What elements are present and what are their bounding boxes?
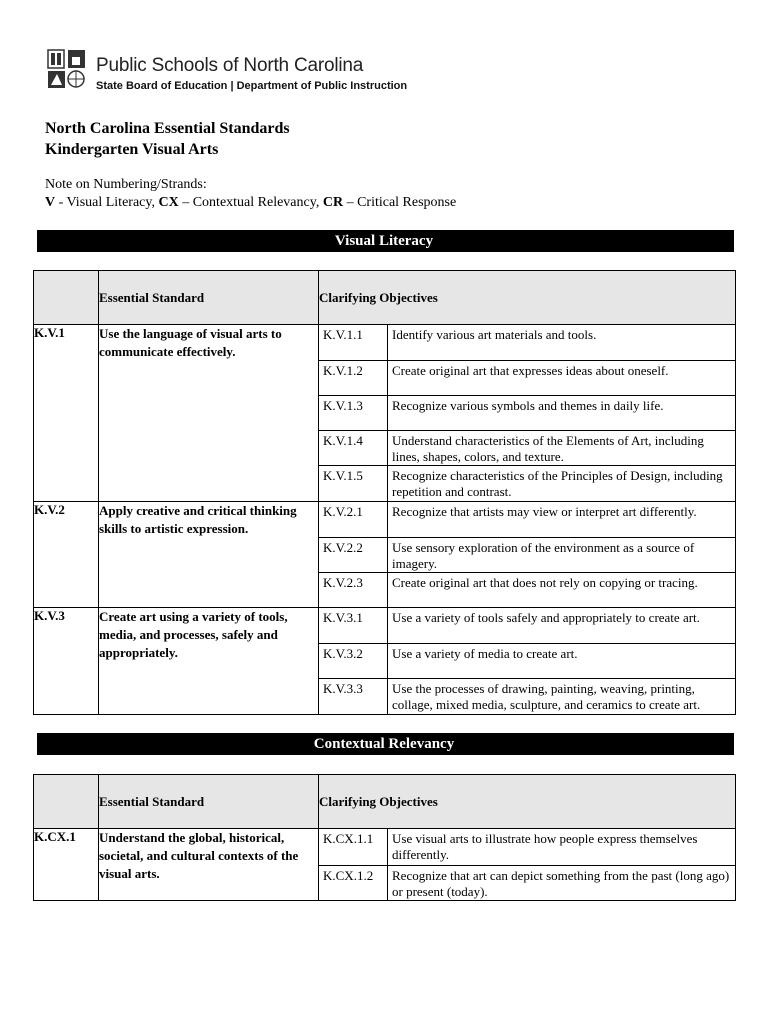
table-header-row	[34, 271, 736, 325]
standard-text: Understand the global, historical, societal, and cultural contexts of the visual arts.	[99, 829, 319, 901]
header-clarifying-objectives: Clarifying Objectives	[319, 775, 736, 829]
standards-table-visual-literacy	[33, 270, 736, 715]
objective-row	[319, 395, 735, 430]
standard-text: Apply creative and critical thinking skills to artistic expression.	[99, 502, 319, 608]
objective-row	[319, 572, 735, 607]
objectives-list	[319, 829, 735, 900]
standard-row	[34, 608, 736, 715]
standard-row	[34, 502, 736, 608]
objective-code: K.V.1.1	[319, 325, 388, 360]
objective-text: Create original art that does not rely on copying or tracing.	[392, 574, 698, 590]
strand-cx-code: CX	[158, 195, 179, 210]
objectives-list	[319, 608, 735, 714]
strand-cx-label: – Contextual Relevancy,	[178, 195, 323, 210]
strand-v-code: V	[45, 195, 56, 210]
objective-text: Use a variety of tools safely and appropriately to create art.	[388, 608, 736, 643]
objective-text: Recognize characteristics of the Principles of Design, including repetition and contrast.	[392, 467, 723, 499]
objective-text: Recognize various symbols and themes in daily life.	[388, 395, 736, 430]
header-blank-cell	[34, 775, 99, 829]
note-heading: Note on Numbering/Strands:	[45, 177, 207, 192]
objectives-cell	[319, 608, 736, 715]
objective-code: K.V.1.2	[319, 360, 388, 395]
strand-cr-code: CR	[322, 195, 344, 210]
objective-row	[319, 678, 735, 714]
objective-code: K.V.3.2	[319, 643, 388, 678]
objective-text: Recognize that artists may view or interpret art differently.	[388, 502, 736, 537]
standards-table-contextual-relevancy	[33, 774, 736, 901]
objective-row	[319, 430, 735, 465]
nc-dpi-logo-icon	[47, 48, 87, 90]
objective-row	[319, 608, 735, 643]
document-title	[45, 118, 290, 160]
objectives-list	[319, 502, 735, 607]
strand-legend	[45, 194, 456, 212]
objective-code: K.CX.1.1	[319, 829, 388, 865]
header-essential-standard: Essential Standard	[99, 271, 319, 325]
objective-code: K.V.1.3	[319, 395, 388, 430]
standard-text: Use the language of visual arts to communicate effectively.	[99, 325, 319, 502]
standard-code: K.CX.1	[34, 829, 99, 901]
objectives-list	[319, 325, 735, 501]
org-name: Public Schools of North Carolina	[96, 55, 364, 76]
header-blank-cell	[34, 271, 99, 325]
letterhead	[47, 48, 447, 96]
objective-text: Use a variety of media to create art.	[388, 643, 736, 678]
standard-code: K.V.1	[34, 325, 99, 502]
objective-text: Use sensory exploration of the environment as a source of imagery.	[388, 537, 736, 572]
section-banner-visual-literacy: Visual Literacy	[34, 230, 734, 252]
objective-text: Use visual arts to illustrate how people express themselves differently.	[388, 829, 736, 865]
standard-text: Create art using a variety of tools, media, and processes, safely and appropriately.	[99, 608, 319, 715]
objectives-cell	[319, 502, 736, 608]
objective-row	[319, 360, 735, 395]
strand-v-label: - Visual Literacy,	[55, 195, 159, 210]
objective-text: Recognize that art can depict something from the past (long ago) or present (today).	[392, 867, 730, 899]
objective-code: K.CX.1.2	[319, 865, 388, 900]
objective-text: Identify various art materials and tools.	[388, 325, 736, 360]
title-line-2: Kindergarten Visual Arts	[45, 141, 219, 158]
objective-row	[319, 829, 735, 865]
objective-row	[319, 865, 735, 900]
header-clarifying-objectives: Clarifying Objectives	[319, 271, 736, 325]
objective-text: Understand characteristics of the Elements of Art, including lines, shapes, colors, and texture.	[388, 430, 736, 465]
objective-text: Use the processes of drawing, painting, weaving, printing, collage, mixed media, sculpture, and ceramics to create art.	[392, 680, 701, 712]
objective-row	[319, 537, 735, 572]
header-essential-standard: Essential Standard	[99, 775, 319, 829]
standard-code: K.V.2	[34, 502, 99, 608]
objectives-cell	[319, 829, 736, 901]
objective-code: K.V.2.3	[319, 572, 388, 607]
objective-row	[319, 325, 735, 360]
objective-row	[319, 465, 735, 501]
standard-code: K.V.3	[34, 608, 99, 715]
objective-code: K.V.2.2	[319, 537, 388, 572]
objective-row	[319, 502, 735, 537]
objective-code: K.V.2.1	[319, 502, 388, 537]
objectives-cell	[319, 325, 736, 502]
objective-code: K.V.1.5	[319, 465, 388, 501]
standard-row	[34, 325, 736, 502]
objective-text: Create original art that expresses ideas about oneself.	[388, 360, 736, 395]
objective-code: K.V.3.1	[319, 608, 388, 643]
standard-row	[34, 829, 736, 901]
strand-note	[45, 176, 456, 212]
table-header-row	[34, 775, 736, 829]
objective-code: K.V.1.4	[319, 430, 388, 465]
section-banner-contextual-relevancy: Contextual Relevancy	[34, 733, 734, 755]
objective-code: K.V.3.3	[319, 678, 388, 714]
objective-row	[319, 643, 735, 678]
strand-cr-label: – Critical Response	[343, 195, 457, 210]
title-line-1: North Carolina Essential Standards	[45, 120, 290, 137]
org-subtitle: State Board of Education | Department of Public Instruction	[96, 80, 408, 92]
